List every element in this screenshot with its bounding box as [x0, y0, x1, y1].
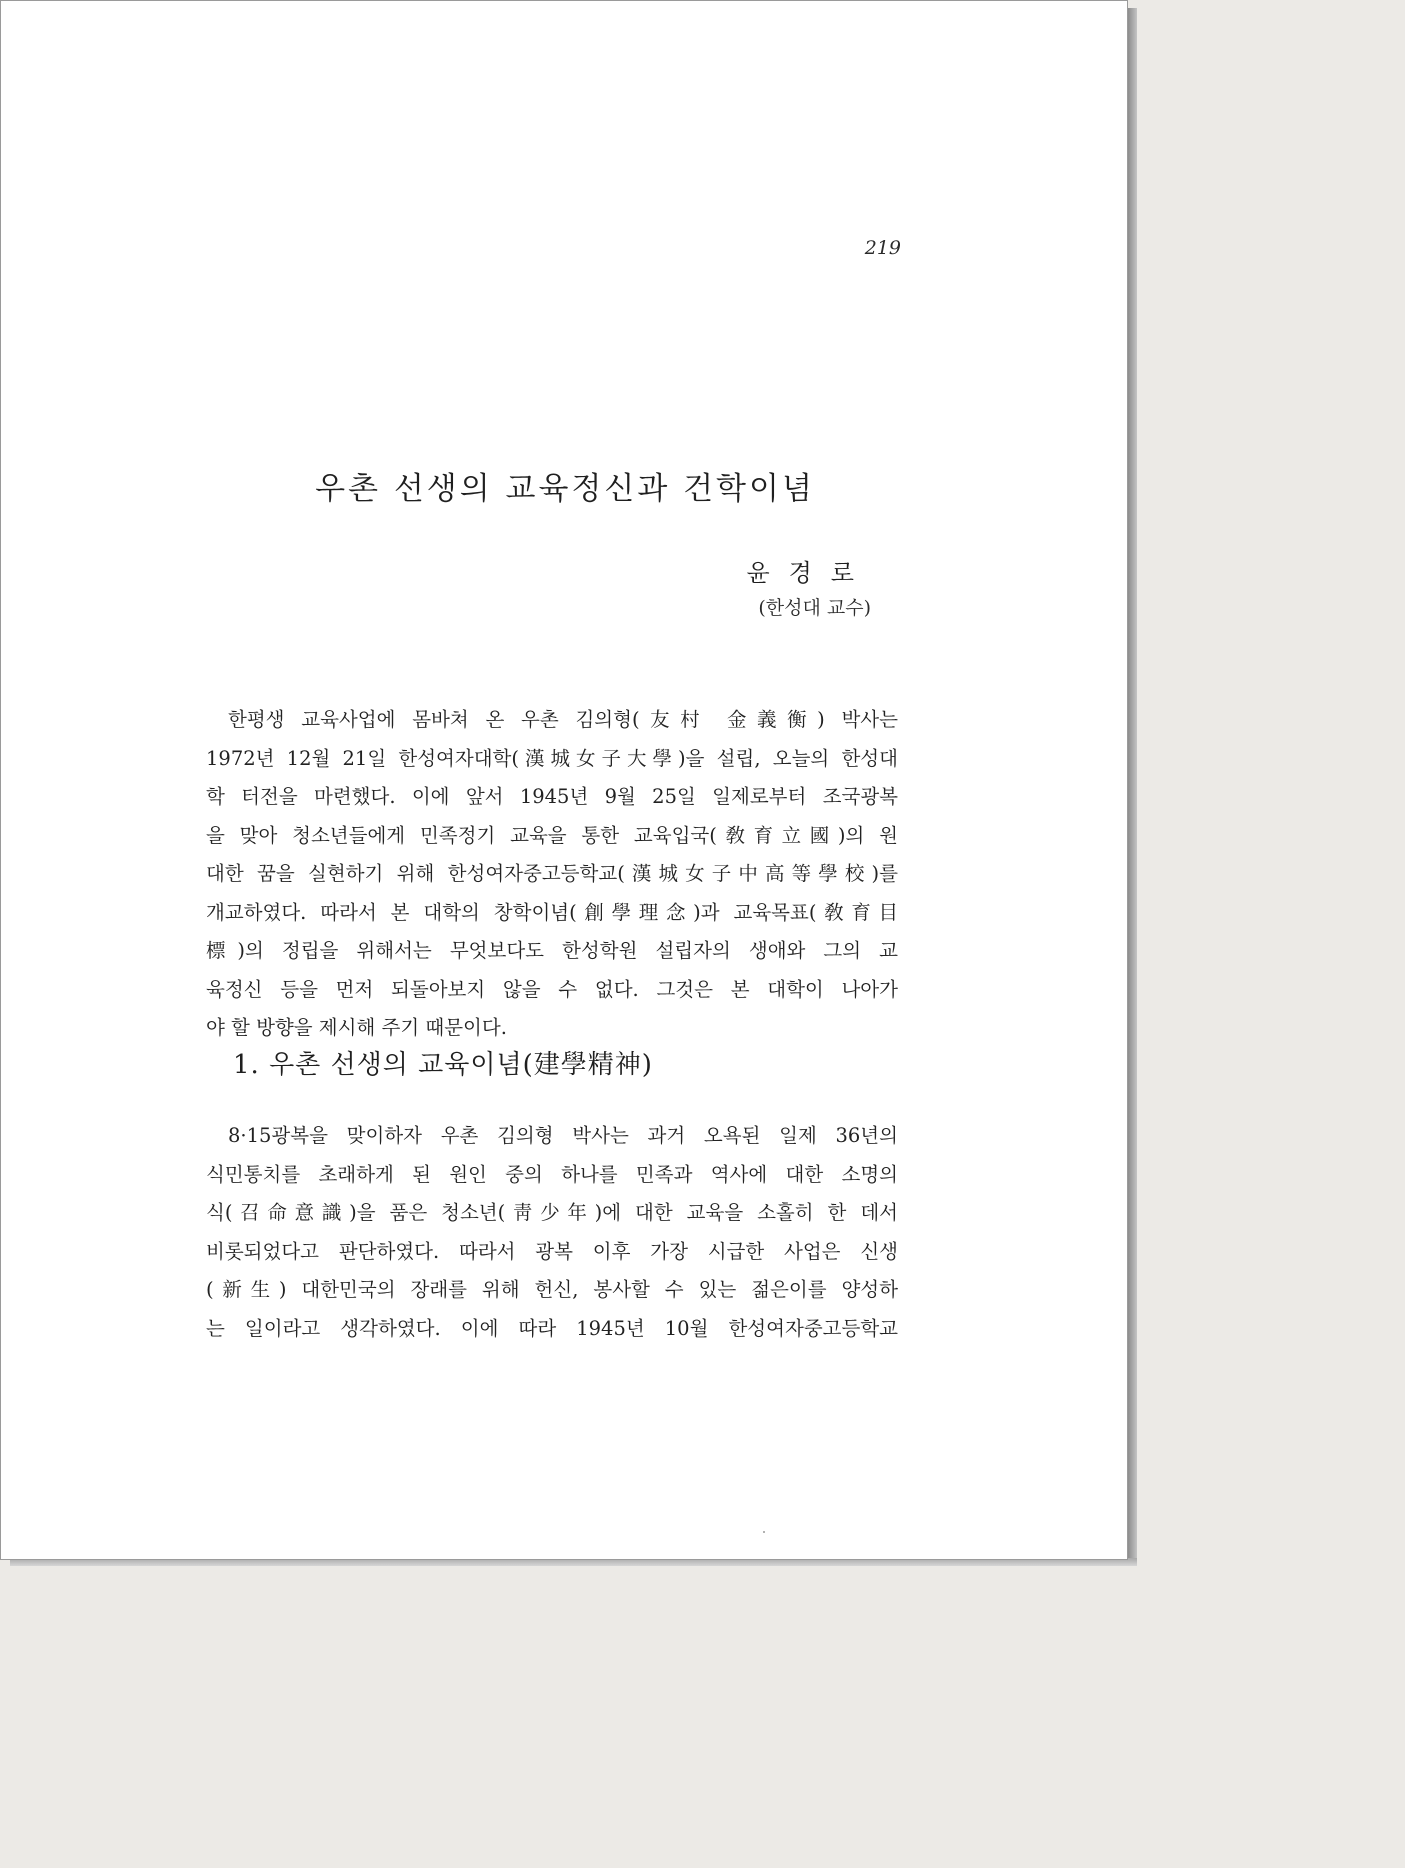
- paragraph-line: 1972년 12월 21일 한성여자대학(漢城女子大學)을 설립, 오늘의 한성대: [206, 746, 898, 770]
- page-number: 219: [864, 237, 901, 259]
- page-edge-shadow: [1128, 8, 1137, 1566]
- paragraph-line: 식민통치를 초래하게 된 원인 중의 하나를 민족과 역사에 대한 소명의: [206, 1162, 898, 1186]
- paragraph-line-last: 야 할 방향을 제시해 주기 때문이다.: [206, 1016, 507, 1039]
- paragraph-line: 식(召命意識)을 품은 청소년(靑少年)에 대한 교육을 소홀히 한 데서: [206, 1201, 898, 1224]
- paragraph-line: 학 터전을 마련했다. 이에 앞서 1945년 9월 25일 일제로부터 조국광복: [206, 785, 898, 808]
- intro-paragraph: [206, 701, 898, 1048]
- paragraph-line: 한평생 교육사업에 몸바쳐 온 우촌 김의형(友村 金義衡) 박사는: [228, 708, 898, 731]
- author-name: 윤경로: [746, 559, 873, 587]
- paragraph-line: 개교하였다. 따라서 본 대학의 창학이념(創學理念)과 교육목표(敎育目: [206, 900, 898, 924]
- paragraph-line: 비롯되었다고 판단하였다. 따라서 광복 이후 가장 시급한 사업은 신생: [206, 1239, 898, 1263]
- paragraph-line: 標)의 정립을 위해서는 무엇보다도 한성학원 설립자의 생애와 그의 교: [206, 939, 898, 962]
- scan-speck: [763, 1531, 765, 1533]
- section-paragraph: [206, 1117, 898, 1348]
- article-title: 우촌 선생의 교육정신과 건학이념: [315, 471, 815, 507]
- section-heading: 1. 우촌 선생의 교육이념(建學精神): [233, 1050, 653, 1080]
- paragraph-line: 육정신 등을 먼저 되돌아보지 않을 수 없다. 그것은 본 대학이 나아가: [206, 977, 898, 1001]
- paragraph-line: 8·15광복을 맞이하자 우촌 김의형 박사는 과거 오욕된 일제 36년의: [228, 1124, 898, 1147]
- paragraph-line: 대한 꿈을 실현하기 위해 한성여자중고등학교(漢城女子中高等學校)를: [206, 862, 898, 885]
- paragraph-line: 을 맞아 청소년들에게 민족정기 교육을 통한 교육입국(敎育立國)의 원: [206, 823, 898, 847]
- paragraph-line: (新生) 대한민국의 장래를 위해 헌신, 봉사할 수 있는 젊은이를 양성하: [206, 1278, 898, 1301]
- author-affiliation: (한성대 교수): [758, 597, 871, 619]
- paragraph-line: 는 일이라고 생각하였다. 이에 따라 1945년 10월 한성여자중고등학교: [206, 1316, 898, 1340]
